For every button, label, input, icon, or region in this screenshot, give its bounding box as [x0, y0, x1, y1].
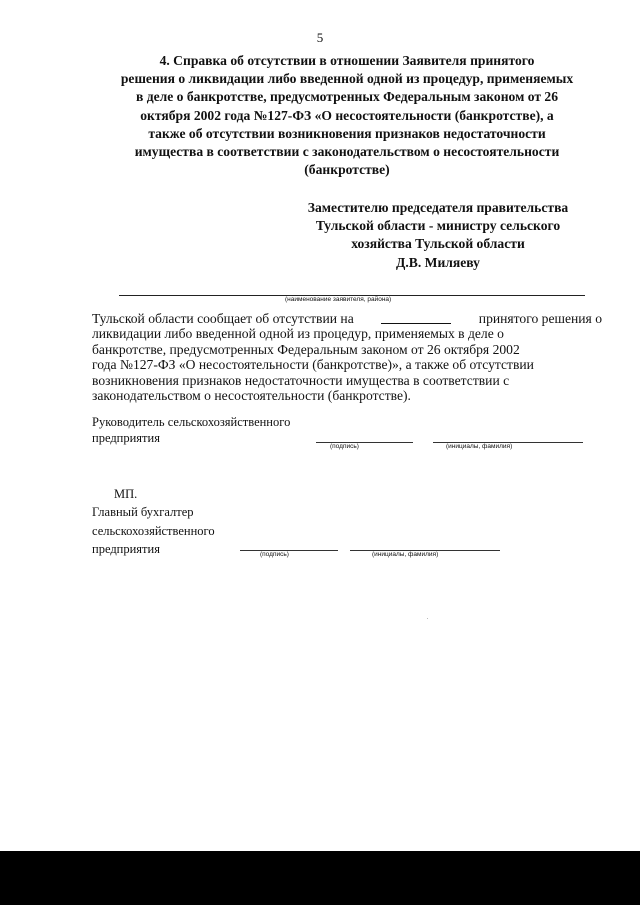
scan-speck	[427, 618, 428, 619]
body-line: возникновения признаков недостаточности имущества в соответствии с	[92, 372, 510, 388]
head-name-caption: (инициалы, фамилия)	[446, 443, 513, 450]
body-line-start: Тульской области сообщает об отсутствии на	[92, 311, 354, 326]
body-line-end: принятого решения о	[478, 311, 602, 326]
statement-body	[92, 311, 602, 403]
head-title-cont: предприятия	[92, 430, 160, 445]
accountant-signature-caption: (подпись)	[260, 551, 289, 558]
head-label	[92, 415, 322, 446]
title-line: 4. Справка об отсутствии в отношении Заявителя принятого	[159, 53, 535, 68]
addressee-name: Д.В. Миляеву	[396, 254, 480, 270]
body-line	[92, 311, 602, 326]
title-line: в деле о банкротстве, предусмотренных Федеральным законом от 26	[135, 89, 559, 105]
title-line: решения о ликвидации либо введенной одной из процедур, применяемых	[120, 71, 574, 87]
date-blank	[381, 311, 451, 324]
body-line: законодательством о несостоятельности (банкротстве).	[92, 388, 411, 404]
head-title: Руководитель сельскохозяйственного	[92, 415, 291, 429]
accountant-title-cont: предприятия	[92, 542, 160, 556]
title-line: также об отсутствии возникновения признаков недостаточности	[148, 125, 546, 141]
addressee-line: Заместителю председателя правительства	[307, 200, 569, 215]
body-line: года №127-ФЗ «О несостоятельности (банкротстве)», а также об отсутствии	[92, 357, 534, 373]
page-number: 5	[316, 30, 324, 45]
accountant-title: Главный бухгалтер	[92, 505, 194, 519]
applicant-caption: (наименование заявителя, района)	[285, 296, 392, 303]
document-title	[92, 52, 602, 179]
head-signature-caption: (подпись)	[330, 443, 359, 450]
accountant-name-caption: (инициалы, фамилия)	[372, 551, 439, 558]
accountant-title-cont: сельскохозяйственного	[92, 523, 215, 538]
stamp-placeholder: МП.	[114, 487, 138, 501]
title-line: (банкротстве)	[304, 162, 390, 178]
scan-border	[0, 851, 640, 905]
accountant-signature-line	[240, 550, 338, 551]
addressee-line: хозяйства Тульской области	[351, 236, 525, 252]
title-line: имущества в соответствии с законодательством о несостоятельности	[134, 144, 560, 160]
body-line: ликвидации либо введенной одной из процедур, применяемых в деле о	[92, 326, 504, 342]
body-line: банкротстве, предусмотренных Федеральным законом от 26 октября 2002	[92, 341, 520, 357]
addressee-line: Тульской области - министру сельского	[315, 218, 561, 234]
title-line: октября 2002 года №127-ФЗ «О несостоятельности (банкротстве), а	[140, 107, 554, 123]
addressee-block	[255, 199, 621, 272]
